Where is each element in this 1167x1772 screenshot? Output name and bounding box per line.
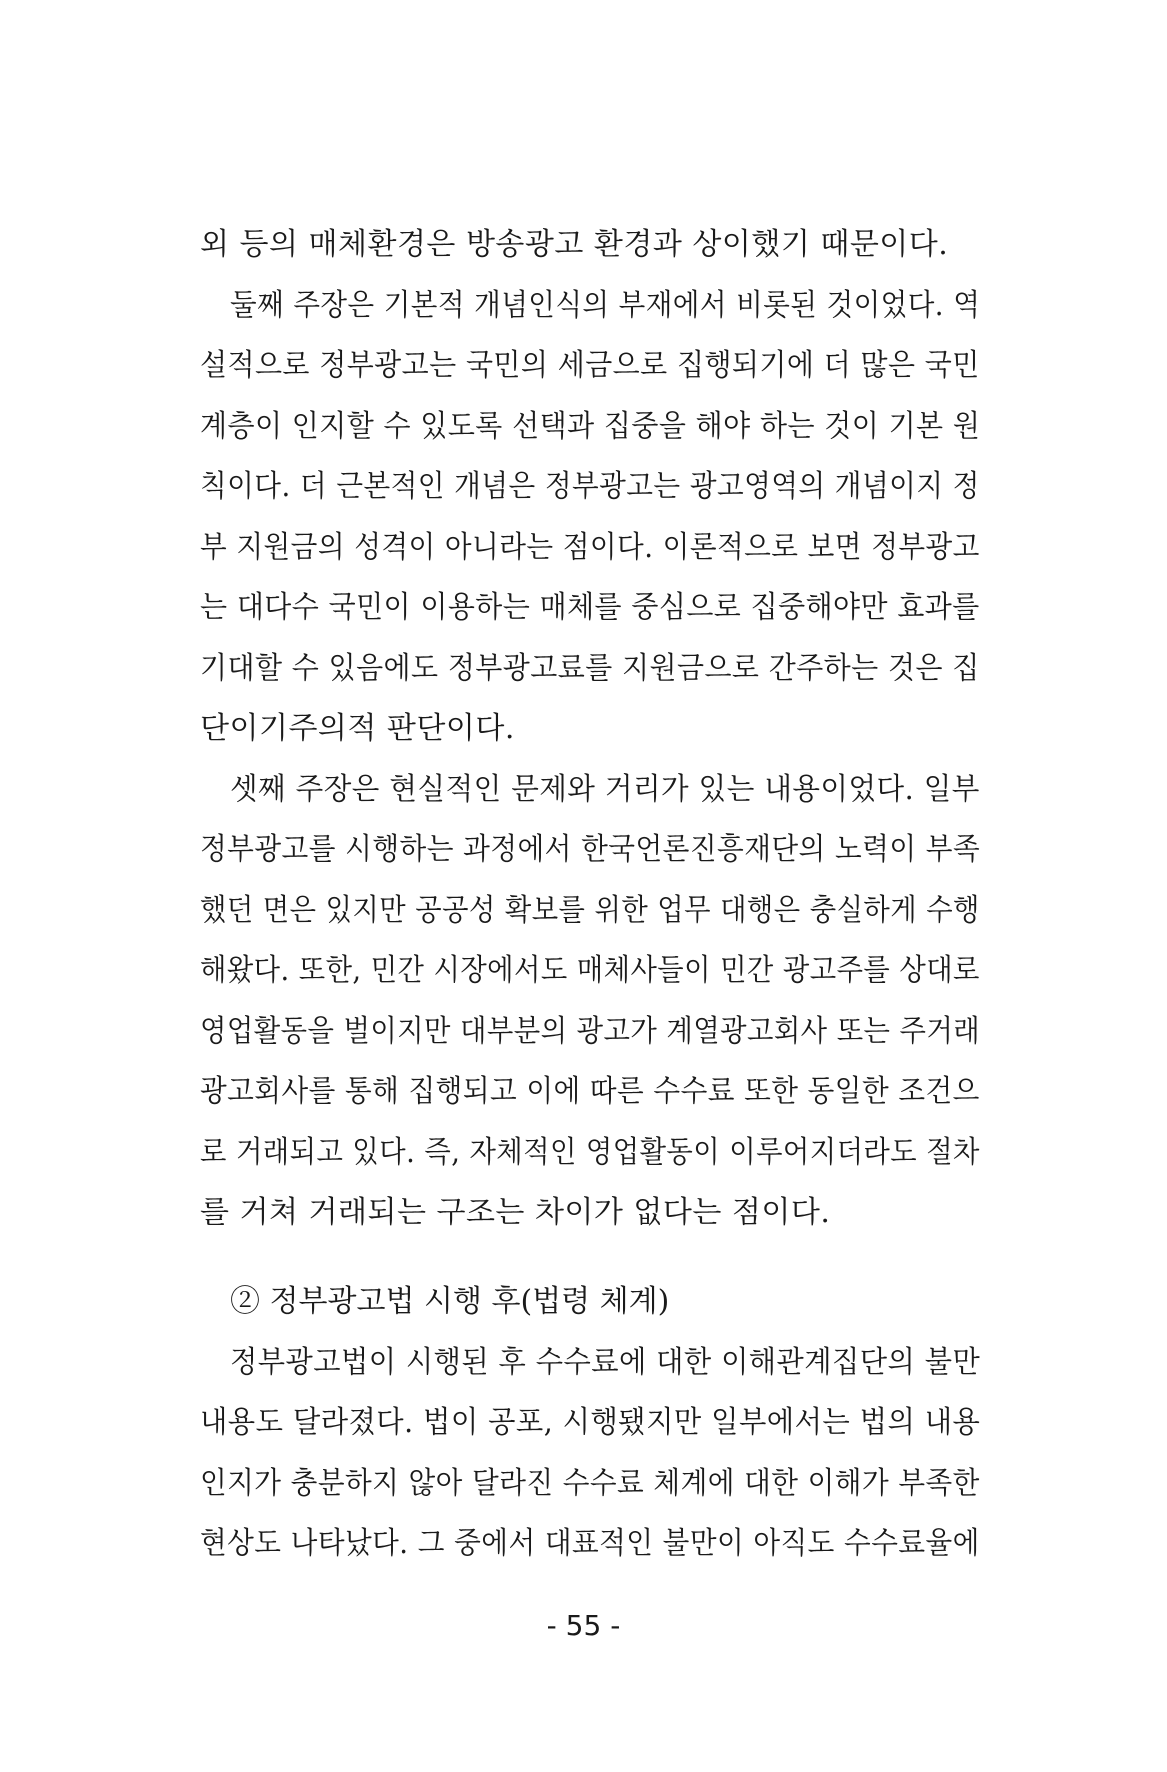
paragraph-3-line-6: 광고회사를 통해 집행되고 이에 따른 수수료 또한 동일한 조건으 bbox=[200, 1074, 980, 1109]
paragraph-3-line-3: 했던 면은 있지만 공공성 확보를 위한 업무 대행은 충실하게 수행 bbox=[200, 893, 980, 928]
paragraph-2-line-7: 기대할 수 있음에도 정부광고료를 지원금으로 간주하는 것은 집 bbox=[200, 651, 980, 686]
paragraph-3-line-2: 정부광고를 시행하는 과정에서 한국언론진흥재단의 노력이 부족 bbox=[200, 832, 981, 867]
paragraph-4-line-2: 내용도 달라졌다. 법이 공포, 시행됐지만 일부에서는 법의 내용 bbox=[200, 1405, 981, 1440]
paragraph-3-line-8: 를 거쳐 거래되는 구조는 차이가 없다는 점이다. bbox=[200, 1195, 831, 1230]
page-number: - 55 - bbox=[546, 1609, 621, 1642]
paragraph-2-line-5: 부 지원금의 성격이 아니라는 점이다. 이론적으로 보면 정부광고 bbox=[200, 530, 980, 565]
paragraph-3-line-1: 셋째 주장은 현실적인 문제와 거리가 있는 내용이었다. 일부 bbox=[230, 772, 980, 807]
paragraph-4-line-3: 인지가 충분하지 않아 달라진 수수료 체계에 대한 이해가 부족한 bbox=[200, 1466, 980, 1501]
paragraph-1-line-1: 외 등의 매체환경은 방송광고 환경과 상이했기 때문이다. bbox=[200, 227, 949, 262]
paragraph-2-line-2: 설적으로 정부광고는 국민의 세금으로 집행되기에 더 많은 국민 bbox=[200, 348, 980, 383]
paragraph-3-line-5: 영업활동을 벌이지만 대부분의 광고가 계열광고회사 또는 주거래 bbox=[200, 1014, 981, 1049]
paragraph-2-line-4: 칙이다. 더 근본적인 개념은 정부광고는 광고영역의 개념이지 정 bbox=[200, 469, 980, 504]
paragraph-4-line-1: 정부광고법이 시행된 후 수수료에 대한 이해관계집단의 불만 bbox=[230, 1345, 981, 1380]
paragraph-2-line-3: 계층이 인지할 수 있도록 선택과 집중을 해야 하는 것이 기본 원 bbox=[200, 409, 981, 444]
paragraph-4-line-4: 현상도 나타났다. 그 중에서 대표적인 불만이 아직도 수수료율에 bbox=[200, 1526, 980, 1561]
paragraph-2-line-8: 단이기주의적 판단이다. bbox=[200, 711, 515, 746]
paragraph-3-line-7: 로 거래되고 있다. 즉, 자체적인 영업활동이 이루어지더라도 절차 bbox=[200, 1135, 980, 1170]
paragraph-2-line-6: 는 대다수 국민이 이용하는 매체를 중심으로 집중해야만 효과를 bbox=[200, 590, 980, 625]
paragraph-2-line-1: 둘째 주장은 기본적 개념인식의 부재에서 비롯된 것이었다. 역 bbox=[230, 288, 981, 323]
paragraph-3-line-4: 해왔다. 또한, 민간 시장에서도 매체사들이 민간 광고주를 상대로 bbox=[200, 953, 980, 988]
section-heading: ② 정부광고법 시행 후(법령 체계) bbox=[230, 1284, 670, 1319]
